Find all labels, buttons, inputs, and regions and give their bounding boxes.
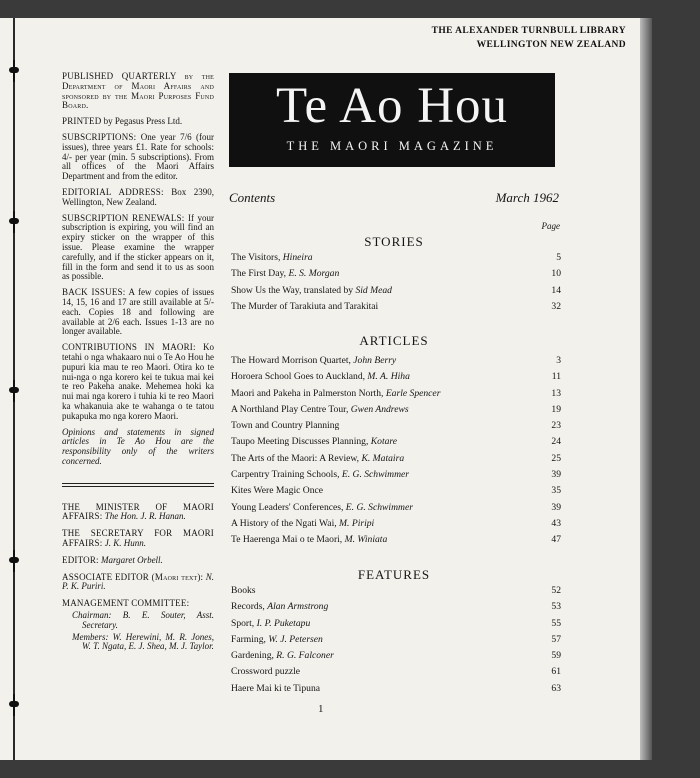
committee-chairman: Chairman: B. E. Souter, Asst. Secretary.: [72, 610, 214, 630]
binding-stitch-icon: [6, 698, 22, 712]
list-item[interactable]: Carpentry Training Schools, E. G. Schwimmer 39: [231, 469, 561, 481]
list-item[interactable]: Horoera School Goes to Auckland, M. A. Hiha 11: [231, 371, 561, 383]
list-item[interactable]: Young Leaders' Conferences, E. G. Schwimmer 39: [231, 501, 561, 513]
list-item[interactable]: Kites Were Magic Once 35: [231, 485, 561, 497]
magazine-title: Te Ao Hou: [275, 78, 509, 134]
editorial-address: EDITORIAL ADDRESS: Box 2390, Wellington, New Zealand.: [62, 186, 214, 207]
list-item[interactable]: Taupo Meeting Discusses Planning, Kotare 24: [231, 436, 561, 448]
management-committee: MANAGEMENT COMMITTEE:: [62, 598, 190, 609]
list-item[interactable]: Books 52: [231, 585, 561, 596]
list-item[interactable]: Maori and Pakeha in Palmerston North, Earle Spencer 13: [231, 387, 561, 399]
staff-list: [62, 503, 214, 653]
secretary: THE SECRETARY FOR MAORI AFFAIRS: J. K. Hunn.: [62, 528, 214, 549]
committee-members: Members: W. Herewini, M. R. Jones, W. T. Ngata, E. J. Shea, M. J. Taylor.: [72, 631, 214, 652]
issue-date: March 1962: [495, 190, 559, 205]
list-item[interactable]: Records, Alan Armstrong 53: [231, 601, 561, 613]
list-item[interactable]: Crossword puzzle 61: [231, 666, 561, 678]
articles-list: [231, 353, 563, 549]
page-edge-shadow: [640, 18, 652, 760]
binding-stitch-icon: [6, 215, 22, 229]
list-item[interactable]: The Arts of the Maori: A Review, K. Mataira 25: [231, 452, 561, 464]
list-item[interactable]: Te Haerenga Mai o te Maori, M. Winiata 47: [231, 534, 561, 546]
editor: EDITOR: Margaret Orbell.: [62, 554, 163, 565]
printed-note: PRINTED by Pegasus Press Ltd.: [62, 116, 183, 127]
associate-editor: ASSOCIATE EDITOR (Maori text): N. P. K. Puriri.: [62, 571, 214, 592]
list-item[interactable]: A Northland Play Centre Tour, Gwen Andrews 19: [231, 403, 561, 415]
binding-stitch-icon: [6, 384, 22, 398]
publication-info-column: [62, 72, 214, 652]
contents-label: Contents: [229, 190, 276, 205]
back-issues-note: BACK ISSUES: A few copies of issues 14, 15, 16 and 17 are still available at 5/- each. Copies 18 and following are available at 2/6 each. Issues 1-13 are no longer available.: [62, 287, 214, 337]
masthead: [229, 73, 555, 167]
list-item[interactable]: Gardening, R. G. Falconer 59: [231, 650, 561, 662]
list-item[interactable]: The First Day, E. S. Morgan 10: [231, 268, 561, 280]
list-item[interactable]: Town and Country Planning 23: [231, 420, 561, 432]
subscriptions-note: SUBSCRIPTIONS: One year 7/6 (four issues), three years £1. Rate for schools: 4/- per year (min. 5 subscriptions). From all offices of the Maori Affairs Department and from the editor.: [62, 131, 214, 182]
features-list: [231, 583, 563, 697]
page-number: 1: [318, 703, 324, 715]
page-column-label: Page: [541, 221, 560, 231]
opinions-disclaimer: Opinions and statements in signed articles in Te Ao Hou are the responsibility only of the writers concerned.: [62, 426, 214, 466]
library-stamp-line1: THE ALEXANDER TURNBULL LIBRARY: [431, 26, 626, 36]
list-item[interactable]: Haere Mai ki te Tipuna 63: [231, 682, 561, 694]
magazine-subtitle: THE MAORI MAGAZINE: [286, 139, 498, 153]
double-rule-divider: [62, 483, 214, 487]
library-stamp-line2: WELLINGTON NEW ZEALAND: [476, 40, 626, 50]
section-heading-features: FEATURES: [357, 567, 431, 582]
list-item[interactable]: The Visitors, Hineira 5: [231, 252, 561, 263]
list-item[interactable]: Farming, W. J. Petersen 57: [231, 633, 561, 645]
binding-stitch-icon: [6, 64, 22, 78]
stories-list: [231, 250, 563, 315]
list-item[interactable]: Sport, I. P. Puketapu 55: [231, 617, 561, 629]
section-heading-articles: ARTICLES: [359, 333, 429, 348]
minister: THE MINISTER OF MAORI AFFAIRS: The Hon. J. R. Hanan.: [62, 501, 214, 522]
list-item[interactable]: A History of the Ngati Wai, M. Piripi 43: [231, 517, 561, 529]
renewals-note: SUBSCRIPTION RENEWALS: If your subscription is expiring, you will find an expiry sticker on the wrapper of this issue. Please examine the wrapper carefully, and if the sticker appears on it, fill in the form and send it to us as soon as possible.: [62, 212, 215, 282]
list-item[interactable]: The Howard Morrison Quartet, John Berry 3: [231, 355, 561, 366]
binding-stitch-icon: [6, 554, 22, 568]
contributions-note: CONTRIBUTIONS IN MAORI: Ko tetahi o nga whakaaro nui o Te Ao Hou he pupuri kia mau te reo Maori. Otira ko te nui-nga o nga korero kei te tukua mai kei te reo Pakeha anake. Mehemea hoki ka nui mai nga korero i tuhia ki te reo Maori ka whakanuia ake te wahanga o te tatou pukapuka mo nga korero Maori.: [62, 342, 214, 421]
list-item[interactable]: The Murder of Tarakiuta and Tarakitai 32: [231, 300, 561, 312]
published-note: PUBLISHED QUARTERLY by the Department of Maori Affairs and sponsored by the Maori Purposes Fund Board.: [62, 71, 214, 111]
list-item[interactable]: Show Us the Way, translated by Sid Mead 14: [231, 284, 561, 296]
section-heading-stories: STORIES: [364, 234, 424, 249]
